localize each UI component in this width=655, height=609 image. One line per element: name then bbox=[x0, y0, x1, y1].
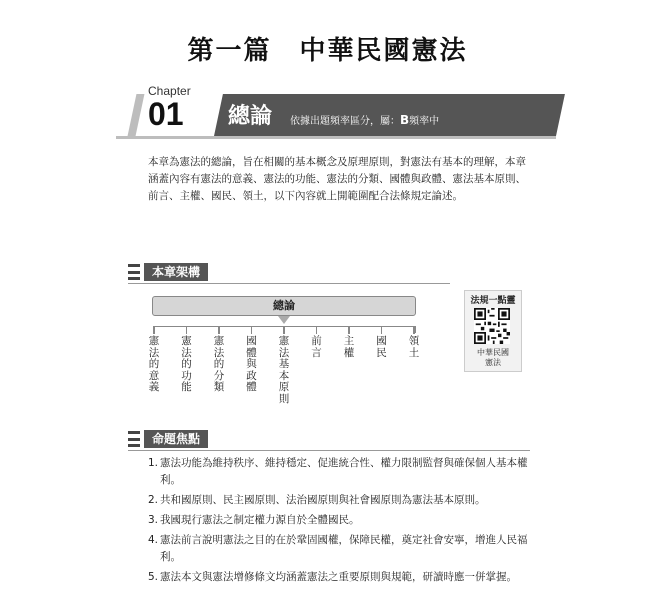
structure-tick bbox=[348, 326, 350, 334]
frequency-suffix: 頻率中 bbox=[409, 116, 440, 127]
focus-item-number: 4. bbox=[148, 534, 159, 546]
chapter-title: 總論 bbox=[228, 104, 273, 129]
qr-title: 法規一點靈 bbox=[470, 296, 516, 306]
structure-tick bbox=[218, 326, 220, 334]
structure-tick bbox=[186, 326, 188, 334]
focus-item bbox=[148, 455, 528, 489]
section-divider bbox=[128, 283, 450, 284]
part-title: 第一篇 中華民國憲法 bbox=[187, 36, 468, 66]
structure-child: 國體與政體 bbox=[246, 335, 257, 393]
focus-item-text: 憲法前言說明憲法之目的在於鞏固國權，保障民權，奠定社會安寧，增進人民福利。 bbox=[160, 534, 528, 563]
chapter-intro: 本章為憲法的總論，旨在相關的基本概念及原理原則，對憲法有基本的理解，本章涵蓋內容有憲法的意義、憲法的功能、憲法的分類、國體與政體、憲法基本原則、前言、主權、國民、領土，以下內容就上開範圍配合法條規定論述。 bbox=[148, 156, 526, 202]
focus-item bbox=[148, 532, 528, 566]
structure-tick bbox=[316, 326, 318, 334]
chapter-frequency bbox=[290, 112, 439, 127]
structure-tick bbox=[381, 326, 383, 334]
focus-item-number: 5. bbox=[148, 571, 159, 583]
structure-bracket bbox=[154, 326, 416, 333]
structure-tick bbox=[283, 326, 285, 334]
focus-item-number: 1. bbox=[148, 457, 159, 469]
focus-item bbox=[148, 512, 528, 529]
structure-child: 憲法的功能 bbox=[181, 335, 192, 393]
chapter-label: Chapter bbox=[148, 84, 191, 98]
structure-child: 國民 bbox=[376, 335, 387, 359]
qr-code-icon[interactable] bbox=[474, 308, 510, 344]
focus-item-number: 2. bbox=[148, 494, 159, 506]
qr-caption-line2: 憲法 bbox=[485, 358, 501, 367]
frequency-grade: B bbox=[400, 113, 410, 127]
qr-caption-line1: 中華民國 bbox=[477, 348, 509, 357]
focus-item-text: 憲法功能為維持秩序、維持穩定、促進統合性、權力限制監督與確保個人基本權利。 bbox=[160, 457, 528, 486]
structure-child: 憲法的意義 bbox=[148, 335, 160, 393]
section-heading-structure bbox=[128, 263, 208, 281]
structure-child: 憲法基本原則 bbox=[278, 335, 290, 405]
focus-list bbox=[148, 455, 528, 589]
section-label: 本章架構 bbox=[144, 263, 208, 281]
structure-child: 前言 bbox=[311, 335, 322, 359]
structure-child: 領土 bbox=[408, 335, 420, 359]
section-divider bbox=[128, 450, 530, 451]
focus-item bbox=[148, 492, 528, 509]
qr-caption bbox=[464, 348, 522, 368]
structure-root: 總論 bbox=[152, 296, 416, 316]
section-heading-focus bbox=[128, 430, 208, 448]
structure-tick bbox=[153, 326, 155, 334]
chapter-underline bbox=[116, 136, 556, 139]
focus-item-text: 我國現行憲法之制定權力源自於全體國民。 bbox=[160, 514, 360, 526]
frequency-prefix: 依據出題頻率區分，屬： bbox=[290, 116, 400, 127]
structure-child: 主權 bbox=[343, 335, 355, 359]
focus-item-text: 共和國原則、民主國原則、法治國原則與社會國原則為憲法基本原則。 bbox=[160, 494, 486, 506]
section-label: 命題焦點 bbox=[144, 430, 208, 448]
arrow-down-icon bbox=[278, 316, 290, 324]
focus-item-number: 3. bbox=[148, 514, 159, 526]
structure-child: 憲法的分類 bbox=[213, 335, 225, 393]
structure-tick bbox=[413, 326, 415, 334]
section-bars-icon bbox=[128, 431, 140, 447]
section-bars-icon bbox=[128, 264, 140, 280]
chapter-number: 01 bbox=[148, 96, 184, 132]
structure-tick bbox=[251, 326, 253, 334]
focus-item bbox=[148, 569, 528, 586]
focus-item-text: 憲法本文與憲法增修條文均涵蓋憲法之重要原則與規範，研讀時應一併掌握。 bbox=[160, 571, 517, 583]
